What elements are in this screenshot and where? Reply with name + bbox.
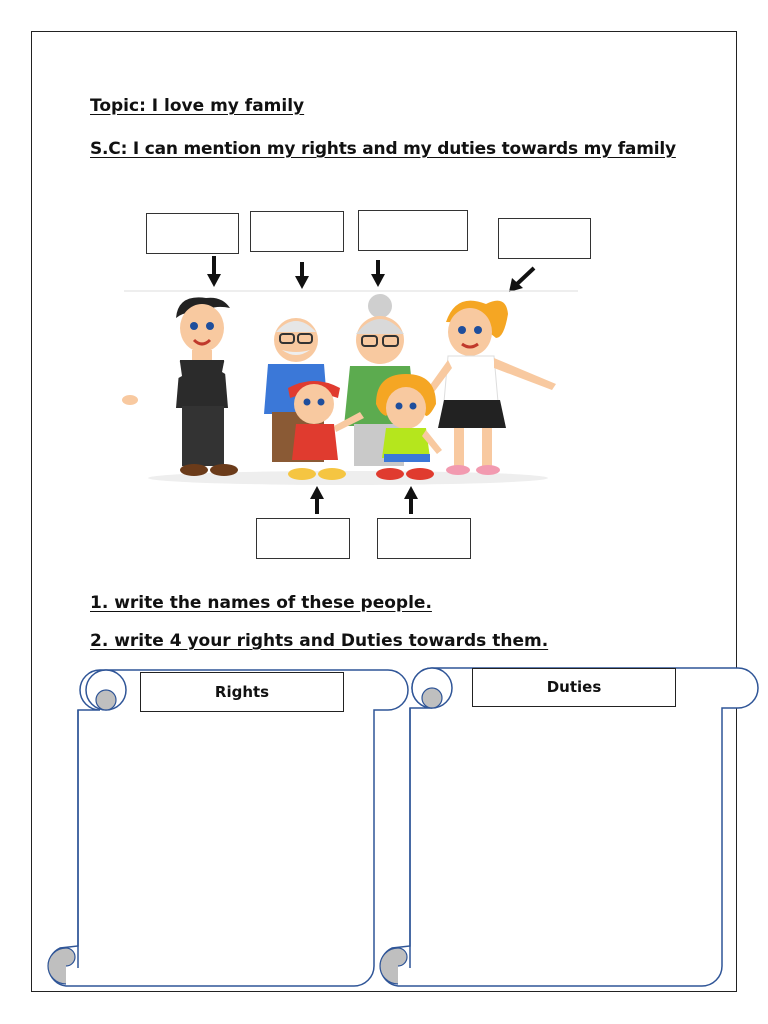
topic-heading: Topic: I love my family [90, 96, 305, 116]
rights-label: Rights [214, 683, 270, 701]
name-box-daughter[interactable] [377, 518, 471, 559]
rights-scroll[interactable] [38, 668, 414, 992]
arrow-up-icon [309, 486, 325, 514]
family-illustration [118, 288, 578, 488]
question-1: 1. write the names of these people. [90, 593, 432, 613]
name-box-son[interactable] [256, 518, 350, 559]
duties-label-box [472, 668, 676, 707]
arrow-up-icon [403, 486, 419, 514]
success-criteria-heading: S.C: I can mention my rights and my duties towards my family [90, 139, 676, 159]
rights-label-box [140, 672, 344, 712]
name-box-grandfather[interactable] [250, 211, 344, 252]
arrow-down-icon [206, 256, 222, 288]
arrow-down-icon [294, 262, 310, 290]
arrow-down-icon [370, 260, 386, 288]
duties-label: Duties [546, 678, 602, 696]
mother-figure [428, 301, 556, 475]
name-box-grandmother[interactable] [358, 210, 468, 251]
father-figure [122, 297, 254, 476]
duties-scroll[interactable] [370, 666, 762, 992]
question-2: 2. write 4 your rights and Duties towards them. [90, 631, 549, 651]
name-box-father[interactable] [146, 213, 239, 254]
name-box-mother[interactable] [498, 218, 591, 259]
